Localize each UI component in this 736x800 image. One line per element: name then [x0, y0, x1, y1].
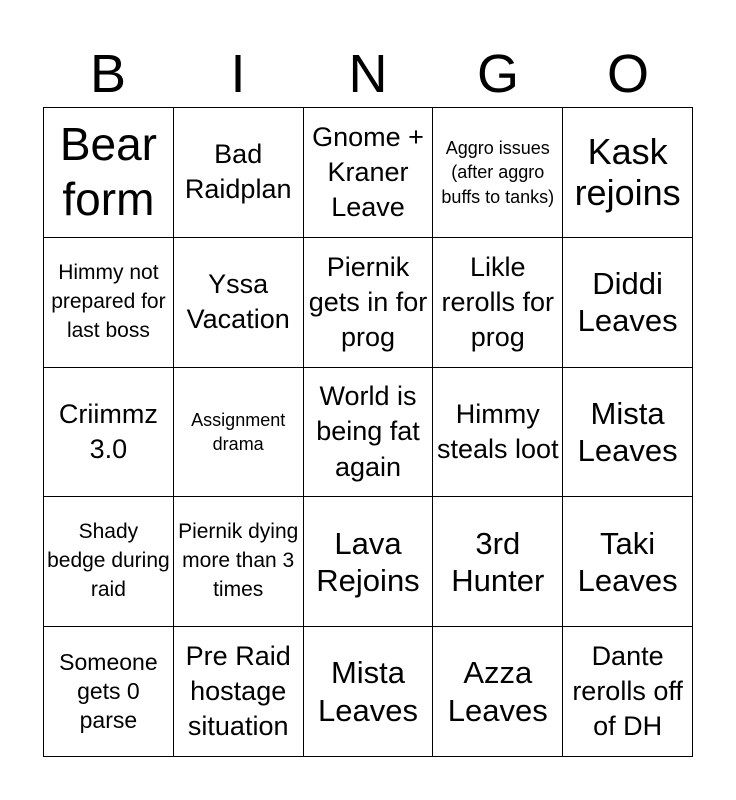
cell-text: Himmy steals loot — [437, 398, 559, 464]
cell-text: Himmy not prepared for last boss — [51, 260, 166, 342]
cell-text: World is being fat again — [316, 381, 420, 482]
bingo-cell[interactable] — [563, 368, 693, 498]
cell-text: Gnome + Kraner Leave — [312, 121, 424, 222]
cell-text: Mista Leaves — [577, 395, 678, 468]
cell-text: Yssa Vacation — [186, 269, 290, 335]
bingo-cell[interactable] — [433, 108, 563, 238]
bingo-cell[interactable] — [563, 497, 693, 627]
cell-text: Taki Leaves — [577, 525, 678, 598]
cell-text: Piernik dying more than 3 times — [178, 520, 299, 602]
header-letter-g: G — [476, 44, 519, 104]
cell-text: Aggro issues (after aggro buffs to tanks) — [441, 137, 555, 207]
bingo-cell[interactable] — [44, 238, 174, 368]
bingo-cell[interactable] — [304, 108, 434, 238]
bingo-cell[interactable] — [433, 238, 563, 368]
header-letter-n: N — [348, 44, 388, 104]
bingo-grid — [43, 107, 693, 757]
bingo-cell[interactable] — [44, 627, 174, 757]
cell-text: Dante rerolls off of DH — [572, 640, 683, 742]
cell-text: Likle rerolls for prog — [441, 251, 555, 352]
bingo-cell[interactable] — [44, 108, 174, 238]
cell-text: Bad Raidplan — [184, 139, 292, 205]
bingo-cell[interactable] — [174, 497, 304, 627]
cell-text: Diddi Leaves — [577, 266, 678, 339]
bingo-cell[interactable] — [174, 627, 304, 757]
bingo-cell[interactable] — [174, 108, 304, 238]
cell-text: Mista Leaves — [318, 655, 418, 728]
bingo-cell[interactable] — [304, 627, 434, 757]
bingo-cell[interactable] — [44, 497, 174, 627]
bingo-cell[interactable] — [433, 368, 563, 498]
bingo-cell[interactable] — [174, 238, 304, 368]
bingo-cell[interactable] — [304, 238, 434, 368]
cell-text: Pre Raid hostage situation — [185, 640, 291, 742]
cell-text: Piernik gets in for prog — [308, 251, 428, 352]
cell-text: Kask rejoins — [574, 131, 681, 214]
bingo-cell[interactable] — [304, 368, 434, 498]
header-letter-i: I — [230, 44, 246, 104]
bingo-cell[interactable] — [44, 368, 174, 498]
cell-text: Assignment drama — [191, 409, 286, 454]
cell-text: Shady bedge during raid — [47, 520, 170, 602]
cell-text: Criimmz 3.0 — [58, 398, 158, 464]
cell-text: Someone gets 0 parse — [59, 649, 158, 733]
bingo-cell[interactable] — [304, 497, 434, 627]
cell-text: Bear form — [59, 118, 157, 226]
header-letter-o: O — [606, 44, 649, 104]
bingo-cell[interactable] — [563, 238, 693, 368]
bingo-cell[interactable] — [174, 368, 304, 498]
bingo-header — [43, 40, 693, 108]
bingo-cell[interactable] — [433, 497, 563, 627]
cell-text: Azza Leaves — [447, 655, 548, 728]
header-letter-b: B — [89, 44, 127, 104]
cell-text: 3rd Hunter — [451, 525, 545, 598]
bingo-cell[interactable] — [563, 108, 693, 238]
cell-text: Lava Rejoins — [316, 525, 420, 598]
bingo-cell[interactable] — [563, 627, 693, 757]
bingo-cell[interactable] — [433, 627, 563, 757]
